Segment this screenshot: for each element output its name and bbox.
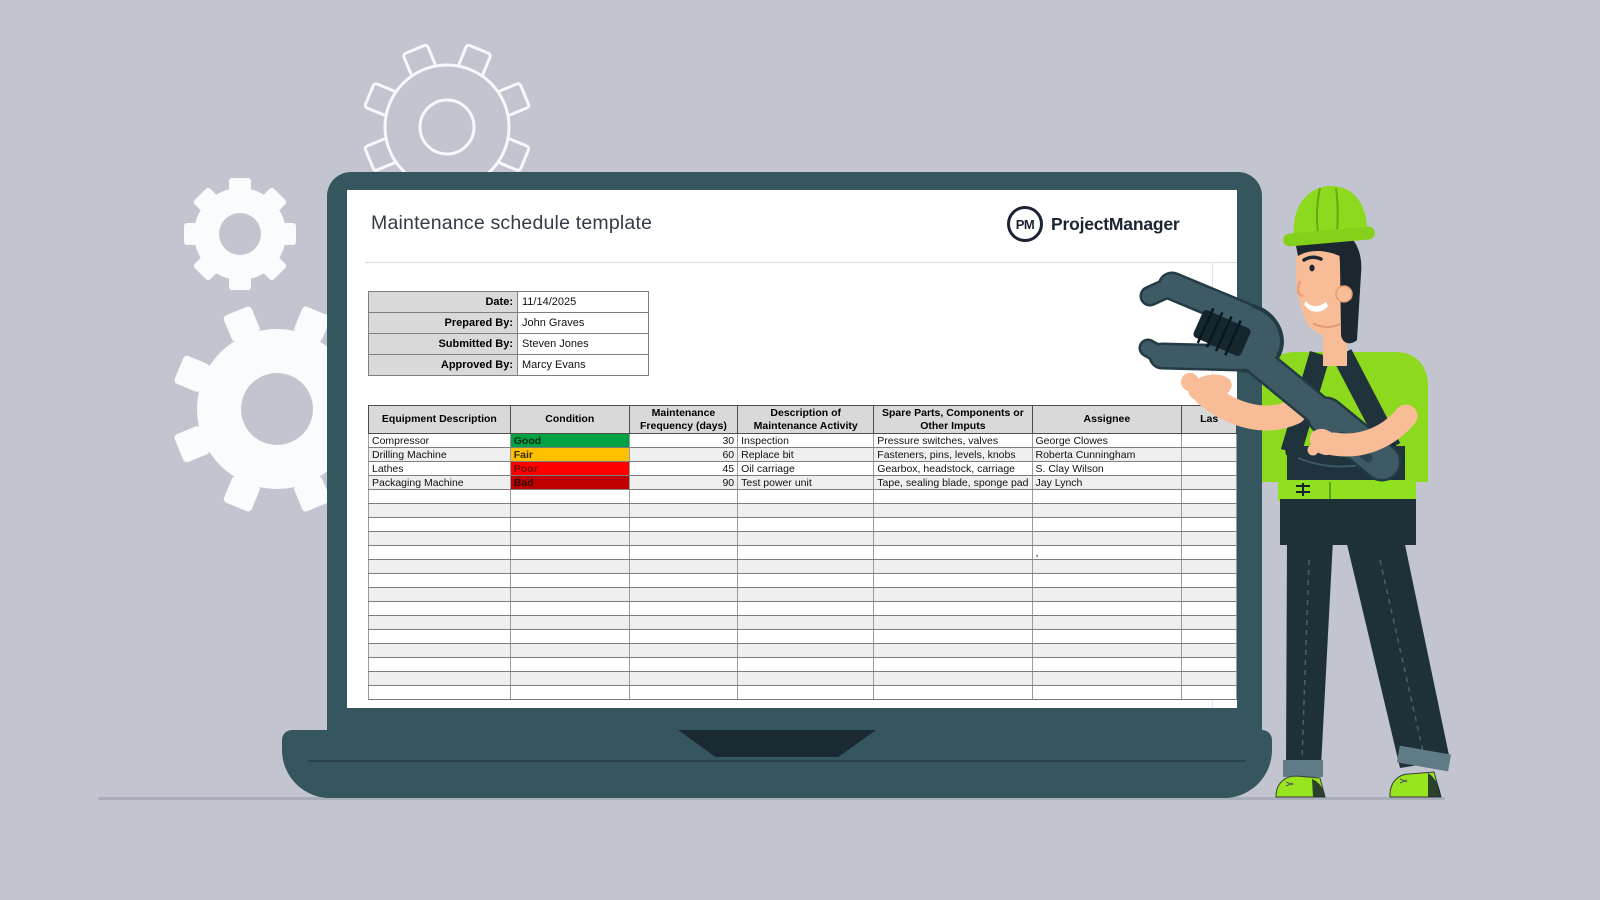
laptop-notch xyxy=(678,730,876,757)
activity-cell: Oil carriage xyxy=(738,462,874,476)
header-divider xyxy=(365,262,1237,263)
condition-cell: Bad xyxy=(510,476,629,490)
activity-cell: Inspection xyxy=(738,434,874,448)
equipment-cell: Drilling Machine xyxy=(369,448,511,462)
empty-row xyxy=(369,602,1237,616)
activity-cell: Replace bit xyxy=(738,448,874,462)
empty-row xyxy=(369,616,1237,630)
table-row xyxy=(369,462,1237,476)
hard-hat-icon xyxy=(1283,186,1376,247)
submitted-by-value: Steven Jones xyxy=(518,334,649,355)
info-row xyxy=(369,355,649,376)
table-row xyxy=(369,434,1237,448)
laptop-base xyxy=(282,730,1272,798)
condition-cell: Fair xyxy=(510,448,629,462)
empty-row xyxy=(369,644,1237,658)
frequency-cell: 45 xyxy=(629,462,737,476)
info-row xyxy=(369,292,649,313)
empty-row xyxy=(369,686,1237,700)
laptop-seam xyxy=(308,760,1246,762)
laptop-screen xyxy=(327,172,1262,732)
empty-row xyxy=(369,560,1237,574)
spare-parts-cell: Gearbox, headstock, carriage xyxy=(874,462,1032,476)
info-panel xyxy=(368,291,649,376)
assignee-cell: S. Clay Wilson xyxy=(1032,462,1182,476)
spare-parts-cell: Fasteners, pins, levels, knobs xyxy=(874,448,1032,462)
spare-parts-cell: Pressure switches, valves xyxy=(874,434,1032,448)
frequency-cell: 60 xyxy=(629,448,737,462)
worker-head xyxy=(1283,186,1376,366)
approved-by-value: Marcy Evans xyxy=(518,355,649,376)
brand-name: ProjectManager xyxy=(1051,213,1180,234)
col-spare-parts: Spare Parts, Components or Other Imputs xyxy=(874,406,1032,434)
col-frequency: Maintenance Frequency (days) xyxy=(629,406,737,434)
empty-row xyxy=(369,490,1237,504)
condition-cell: Good xyxy=(510,434,629,448)
col-condition: Condition xyxy=(510,406,629,434)
page-title: Maintenance schedule template xyxy=(371,212,653,234)
gear-solid-small-icon xyxy=(184,178,296,290)
spare-parts-cell: Tape, sealing blade, sponge pad xyxy=(874,476,1032,490)
empty-row xyxy=(369,658,1237,672)
info-label: Approved By: xyxy=(369,355,518,376)
assignee-cell: Roberta Cunningham xyxy=(1032,448,1182,462)
col-assignee: Assignee xyxy=(1032,406,1182,434)
info-row xyxy=(369,334,649,355)
info-row xyxy=(369,313,649,334)
schedule-table xyxy=(368,405,1237,700)
empty-row xyxy=(369,574,1237,588)
equipment-cell: Packaging Machine xyxy=(369,476,511,490)
spreadsheet-sheet xyxy=(347,190,1237,708)
date-value: 11/14/2025 xyxy=(518,292,649,313)
empty-row xyxy=(369,532,1237,546)
empty-row xyxy=(369,672,1237,686)
frequency-cell: 30 xyxy=(629,434,737,448)
col-last: Las xyxy=(1182,406,1237,434)
empty-row xyxy=(369,504,1237,518)
activity-cell: Test power unit xyxy=(738,476,874,490)
empty-row xyxy=(369,630,1237,644)
equipment-cell: Compressor xyxy=(369,434,511,448)
info-label: Submitted By: xyxy=(369,334,518,355)
info-label: Date: xyxy=(369,292,518,313)
stray-comma-cell: , xyxy=(1032,546,1182,560)
table-row xyxy=(369,476,1237,490)
assignee-cell: George Clowes xyxy=(1032,434,1182,448)
table-row xyxy=(369,448,1237,462)
worker-illustration xyxy=(1128,172,1458,808)
prepared-by-value: John Graves xyxy=(518,313,649,334)
empty-row xyxy=(369,588,1237,602)
frequency-cell: 90 xyxy=(629,476,737,490)
table-header-row xyxy=(369,406,1237,434)
worker-legs xyxy=(1283,540,1451,777)
empty-row xyxy=(369,546,1237,560)
info-label: Prepared By: xyxy=(369,313,518,334)
condition-cell: Poor xyxy=(510,462,629,476)
col-activity: Description of Maintenance Activity xyxy=(738,406,874,434)
equipment-cell: Lathes xyxy=(369,462,511,476)
col-equipment: Equipment Description xyxy=(369,406,511,434)
pm-logo-icon: PM xyxy=(1007,206,1043,242)
empty-row xyxy=(369,518,1237,532)
assignee-cell: Jay Lynch xyxy=(1032,476,1182,490)
